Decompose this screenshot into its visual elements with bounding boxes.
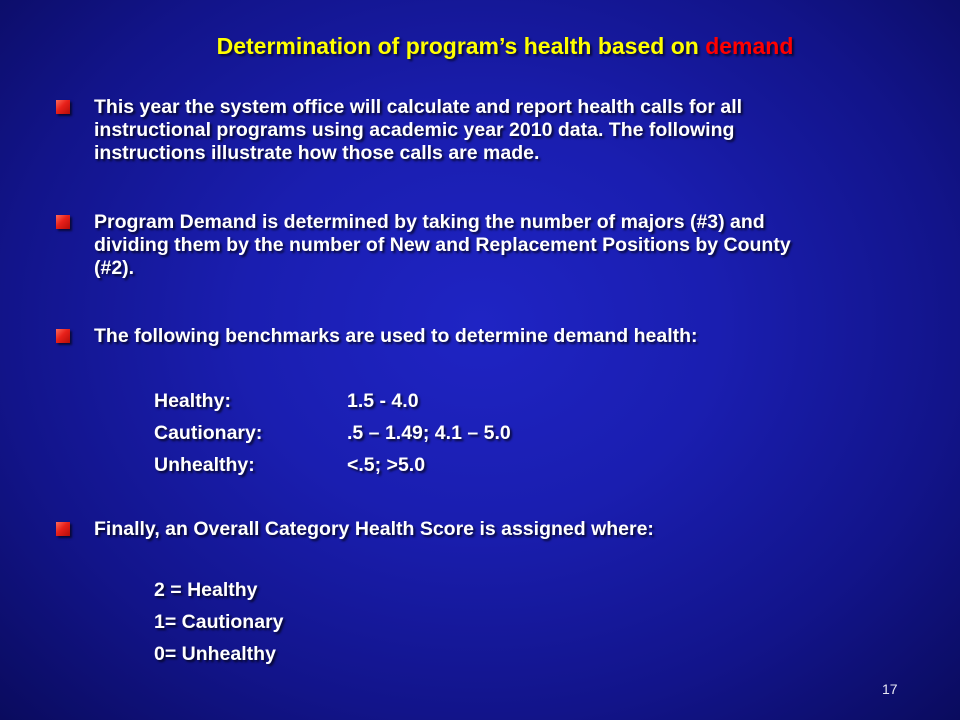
benchmark-row — [154, 422, 511, 445]
benchmark-value: 1.5 - 4.0 — [347, 390, 419, 412]
bullet-item-system-office — [56, 96, 914, 165]
square-bullet-icon — [56, 215, 70, 229]
bullet-text — [94, 518, 914, 541]
bullet-line: Finally, an Overall Category Health Score is assigned where: — [94, 518, 654, 540]
score-item: 0= Unhealthy — [154, 643, 276, 665]
square-bullet-icon — [56, 100, 70, 114]
slide-title — [0, 31, 960, 61]
score-item: 1= Cautionary — [154, 611, 284, 633]
benchmark-value: .5 – 1.49; 4.1 – 5.0 — [347, 422, 511, 444]
bullet-line: instructions illustrate how those calls are made. — [94, 142, 540, 164]
bullet-item-overall-score — [56, 518, 914, 541]
benchmark-label: Healthy: — [154, 390, 231, 412]
page-number: 17 — [882, 681, 898, 697]
title-main: Determination of program’s health based on — [216, 33, 706, 59]
bullet-item-benchmarks — [56, 325, 914, 348]
bullet-text — [94, 96, 914, 165]
title-highlight: demand — [705, 33, 794, 59]
bullet-line: (#2). — [94, 257, 135, 279]
benchmark-row — [154, 390, 419, 413]
bullet-item-program-demand — [56, 211, 914, 280]
benchmark-label: Unhealthy: — [154, 454, 255, 476]
bullet-text — [94, 211, 914, 280]
bullet-text — [94, 325, 914, 348]
bullet-line: Program Demand is determined by taking the number of majors (#3) and — [94, 211, 765, 233]
benchmark-value: <.5; >5.0 — [347, 454, 426, 476]
benchmark-label: Cautionary: — [154, 422, 263, 444]
bullet-line: The following benchmarks are used to determine demand health: — [94, 325, 698, 347]
bullet-line: This year the system office will calculate and report health calls for all — [94, 96, 743, 118]
score-item: 2 = Healthy — [154, 579, 258, 601]
benchmark-row — [154, 454, 425, 477]
square-bullet-icon — [56, 522, 70, 536]
bullet-line: dividing them by the number of New and Replacement Positions by County — [94, 234, 791, 256]
bullet-line: instructional programs using academic year 2010 data. The following — [94, 119, 735, 141]
square-bullet-icon — [56, 329, 70, 343]
